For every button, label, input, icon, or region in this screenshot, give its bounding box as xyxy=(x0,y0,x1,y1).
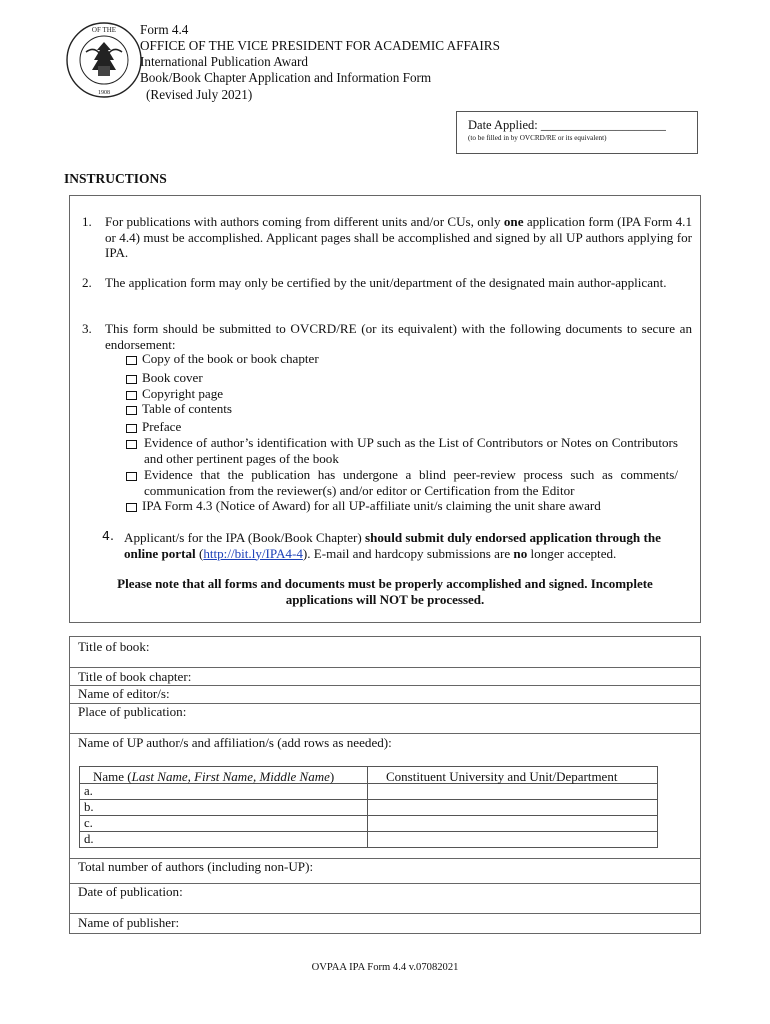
item-number: 3. xyxy=(82,321,92,336)
checkbox[interactable] xyxy=(126,424,137,433)
checkbox[interactable] xyxy=(126,472,137,481)
award-name: International Publication Award xyxy=(140,54,308,69)
instruction-2: The application form may only be certified by the unit/department of the designated main author-applicant. xyxy=(105,275,667,290)
table-row[interactable]: a. xyxy=(84,784,93,798)
online-portal-link[interactable]: http://bit.ly/IPA4-4 xyxy=(203,545,303,561)
document-item: Book cover xyxy=(142,370,203,385)
unit-column-header: Constituent University and Unit/Department xyxy=(386,769,618,784)
item-number: 4. xyxy=(102,528,114,543)
checkbox[interactable] xyxy=(126,440,137,449)
place-label: Place of publication: xyxy=(78,704,187,719)
authors-table xyxy=(79,766,658,848)
checkbox[interactable] xyxy=(126,406,137,415)
instruction-1: For publications with authors coming from different units and/or CUs, only one application form (IPA Form 4.1 or 4.4) must be accomplished. Applicant pages shall be accomplished and signed by all UP authors applying for IPA. xyxy=(105,214,692,260)
svg-text:OF THE: OF THE xyxy=(91,26,117,34)
document-item: Table of contents xyxy=(142,401,232,416)
document-item: Evidence of author’s identification with UP such as the List of Contributors or Notes on Contributors and other pertinent pages of the book xyxy=(144,435,678,466)
instructions-heading: INSTRUCTIONS xyxy=(64,171,167,186)
instructions-box xyxy=(69,195,701,623)
editors-row[interactable] xyxy=(70,686,700,704)
title-of-book-row[interactable] xyxy=(70,637,700,668)
name-column-header: Name (Last Name, First Name, Middle Name) xyxy=(93,769,335,784)
item-number: 1. xyxy=(82,214,92,229)
checkbox[interactable] xyxy=(126,375,137,384)
document-item: IPA Form 4.3 (Notice of Award) for all UP-affiliate unit/s claiming the unit share award xyxy=(142,498,601,513)
revision-date: (Revised July 2021) xyxy=(146,87,253,102)
svg-text:1908: 1908 xyxy=(98,90,110,96)
form-footer: OVPAA IPA Form 4.4 v.07082021 xyxy=(311,962,459,973)
table-row[interactable]: d. xyxy=(84,832,94,846)
date-applied-note: (to be filled in by OVCRD/RE or its equivalent) xyxy=(468,134,607,142)
instruction-4: Applicant/s for the IPA (Book/Book Chapter) should submit duly endorsed application through the online portal (http://bit.ly/IPA4-4). E-mail and hardcopy submissions are no longer accepted. xyxy=(124,530,661,561)
document-item: Copy of the book or book chapter xyxy=(142,351,319,366)
title-of-chapter-label: Title of book chapter: xyxy=(78,669,192,684)
title-of-book-label: Title of book: xyxy=(78,639,150,654)
table-row[interactable]: c. xyxy=(84,816,93,830)
date-of-publication-label: Date of publication: xyxy=(78,884,183,899)
editors-label: Name of editor/s: xyxy=(78,686,170,701)
document-item: Evidence that the publication has undergone a blind peer-review process such as comments/ communication from the reviewer(s) and/or editor or Certification from the Editor xyxy=(144,467,678,498)
document-item: Copyright page xyxy=(142,386,224,401)
document-item: Preface xyxy=(142,419,182,434)
date-of-publication-row[interactable] xyxy=(70,884,700,914)
instruction-3: This form should be submitted to OVCRD/RE (or its equivalent) with the following documents to secure an endorsement: xyxy=(105,321,692,352)
place-row[interactable] xyxy=(70,704,700,734)
item-number: 2. xyxy=(82,275,92,290)
date-applied-label: Date Applied: ____________________ xyxy=(468,118,666,132)
publisher-row[interactable] xyxy=(70,914,700,932)
checkbox[interactable] xyxy=(126,356,137,365)
up-seal-logo xyxy=(64,20,144,100)
publication-info-form xyxy=(69,636,701,934)
date-applied-box xyxy=(456,111,698,154)
checkbox[interactable] xyxy=(126,503,137,512)
authors-label: Name of UP author/s and affiliation/s (add rows as needed): xyxy=(78,735,392,750)
completeness-note: Please note that all forms and documents must be properly accomplished and signed. Incomplete applications will NOT be processed. xyxy=(117,576,653,607)
total-authors-row[interactable] xyxy=(70,859,700,884)
form-number: Form 4.4 xyxy=(140,22,189,37)
publisher-label: Name of publisher: xyxy=(78,915,180,930)
office-name: OFFICE OF THE VICE PRESIDENT FOR ACADEMIC AFFAIRS xyxy=(140,38,500,53)
total-authors-label: Total number of authors (including non-UP): xyxy=(78,859,314,874)
title-of-chapter-row[interactable] xyxy=(70,668,700,686)
checkbox[interactable] xyxy=(126,391,137,400)
form-title: Book/Book Chapter Application and Information Form xyxy=(140,70,432,85)
table-row[interactable]: b. xyxy=(84,800,94,814)
